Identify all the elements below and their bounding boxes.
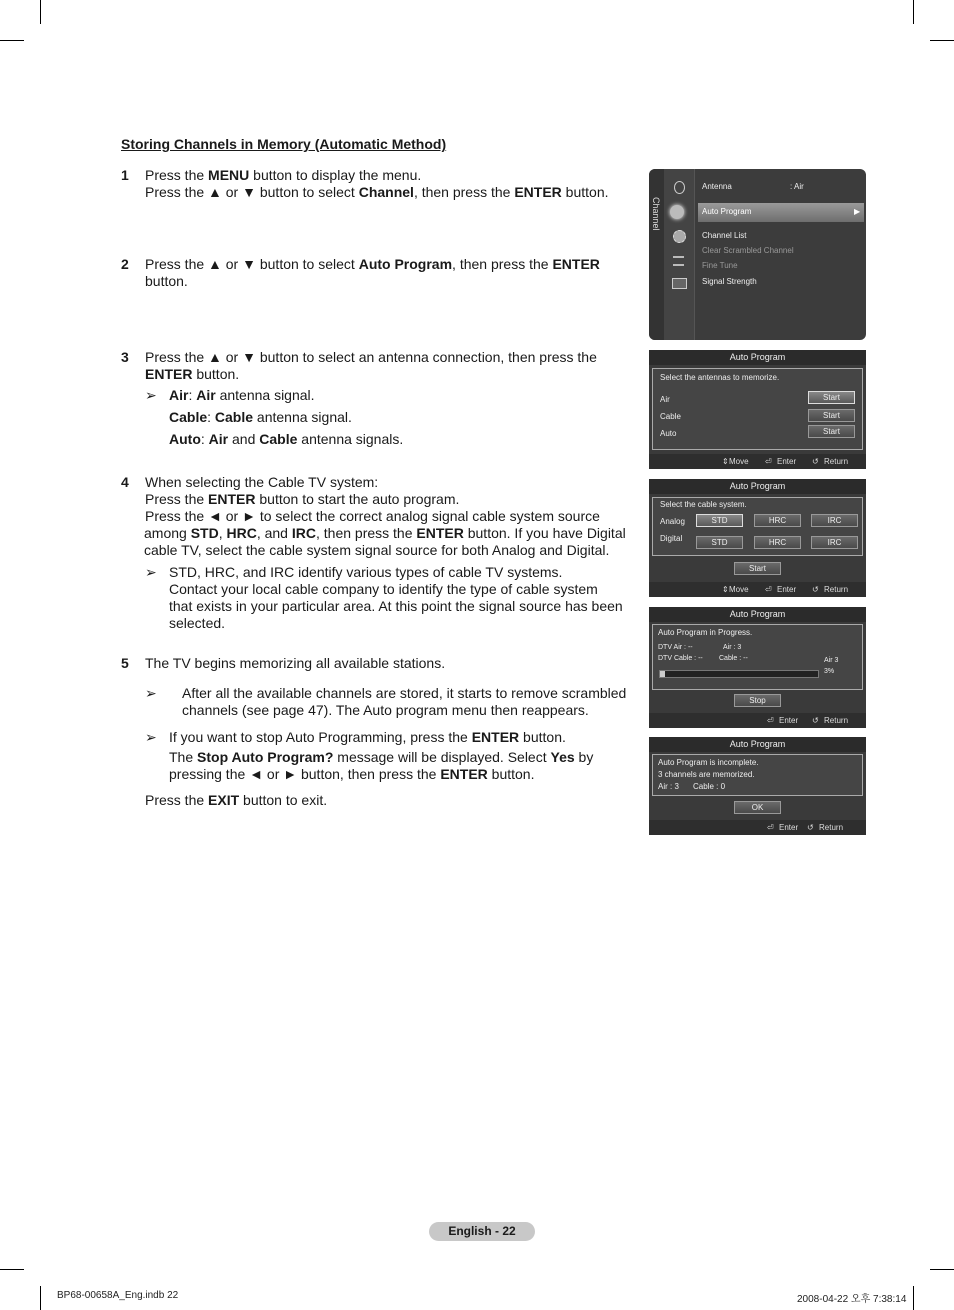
dtv-cable-count: DTV Cable : -- (658, 655, 703, 662)
step-4-line-5: cable TV, select the cable system signal source for both Analog and Digital. (144, 542, 610, 558)
row-label-cable: Cable (660, 412, 681, 421)
analog-irc-option[interactable]: IRC (811, 514, 858, 527)
move-icon: ⇕ (722, 585, 729, 594)
row-label-air: Air (660, 395, 670, 404)
footer-move: Move (729, 457, 749, 466)
footer-return: Return (824, 457, 849, 466)
analog-std-option[interactable]: STD (696, 514, 743, 527)
note-air: Air: Air antenna signal. (169, 387, 315, 403)
step-2-line-2: button. (145, 273, 188, 289)
step-2-line-1: Press the ▲ or ▼ button to select Auto Program, then press the ENTER (145, 256, 600, 272)
page-number-badge: English - 22 (429, 1222, 535, 1241)
menu-item-auto-program[interactable]: Auto Program (702, 207, 752, 216)
menu-item-antenna-value: : Air (790, 182, 804, 191)
note-stop-line-3: pressing the ◄ or ► button, then press the ENTER button. (169, 766, 535, 782)
cable-screen (649, 479, 866, 597)
note-arrow-icon: ➢ (145, 564, 157, 580)
step-4-line-1: When selecting the Cable TV system: (145, 474, 379, 490)
note-line: that exists in your particular area. At this point the signal source has been (169, 598, 623, 614)
footer-enter: Enter (779, 716, 799, 725)
row-label-auto: Auto (660, 429, 677, 438)
screen-panel (652, 497, 863, 556)
crop-mark (913, 0, 914, 24)
menu-side-bar (649, 169, 664, 340)
screen-panel (652, 754, 863, 796)
footer-return: Return (824, 585, 849, 594)
note-stop-line-1: If you want to stop Auto Programming, press the ENTER button. (169, 729, 566, 745)
screen-title: Auto Program (649, 350, 866, 365)
screen-footer (649, 820, 866, 835)
start-air-button[interactable]: Start (808, 391, 855, 404)
result-line-2: 3 channels are memorized. (658, 770, 755, 779)
air-count: Air : 3 (723, 644, 742, 651)
digital-hrc-option[interactable]: HRC (754, 536, 801, 549)
result-screen (649, 737, 866, 835)
crop-mark (40, 0, 41, 24)
section-title: Storing Channels in Memory (Automatic Method) (121, 136, 447, 152)
screen-panel (652, 624, 863, 690)
crop-mark (930, 40, 954, 41)
note-arrow-icon: ➢ (145, 729, 157, 745)
menu-icon-column (664, 169, 695, 340)
note-line: STD, HRC, and IRC identify various types of cable TV systems. (169, 564, 563, 580)
menu-item-antenna[interactable]: Antenna (702, 182, 732, 191)
progress-fill (660, 671, 665, 677)
picture-icon[interactable] (674, 181, 685, 194)
analog-hrc-option[interactable]: HRC (754, 514, 801, 527)
ok-button[interactable]: OK (734, 801, 781, 814)
imprint-date: 2008-04-22 오후 7:38:14 (797, 1294, 907, 1305)
result-line-1: Auto Program is incomplete. (658, 758, 759, 767)
screen-title: Auto Program (649, 479, 866, 494)
note-line: Contact your local cable company to identify the type of cable system (169, 581, 598, 597)
crop-mark (930, 1269, 954, 1270)
application-icon[interactable] (672, 278, 687, 289)
crop-mark (40, 1286, 41, 1310)
step-1-line-1: Press the MENU button to display the menu. (145, 167, 422, 183)
footer-enter: Enter (777, 585, 797, 594)
menu-item-clear-scrambled: Clear Scrambled Channel (702, 246, 794, 255)
step-5-line-1: The TV begins memorizing all available stations. (145, 655, 446, 671)
step-number: 5 (121, 655, 129, 671)
channel-menu-screen (649, 169, 866, 340)
note-stop-line-2: The Stop Auto Program? message will be displayed. Select Yes by (169, 749, 594, 765)
current-channel: Air 3 (824, 657, 839, 664)
crop-mark (913, 1286, 914, 1310)
start-cable-button[interactable]: Start (808, 409, 855, 422)
note-line: selected. (169, 615, 226, 631)
return-icon: ↺ (812, 457, 819, 466)
menu-side-label: Channel (651, 197, 661, 231)
crop-mark (0, 1269, 24, 1270)
return-icon: ↺ (812, 585, 819, 594)
result-cable: Cable : 0 (693, 782, 726, 791)
progress-percent: 3% (824, 668, 835, 675)
enter-icon: ⏎ (767, 716, 774, 725)
step-4-line-3: Press the ◄ or ► to select the correct analog signal cable system source (145, 508, 600, 524)
enter-icon: ⏎ (765, 457, 772, 466)
enter-icon: ⏎ (767, 823, 774, 832)
note-auto: Auto: Air and Cable antenna signals. (169, 431, 404, 447)
dtv-air-count: DTV Air : -- (658, 644, 693, 651)
cable-count: Cable : -- (719, 655, 748, 662)
row-label-digital: Digital (660, 534, 683, 543)
return-icon: ↺ (812, 716, 819, 725)
setup-gear-icon[interactable] (673, 230, 686, 243)
menu-item-channel-list[interactable]: Channel List (702, 231, 747, 240)
screen-panel (652, 368, 863, 450)
note-arrow-icon: ➢ (145, 387, 157, 403)
return-icon: ↺ (807, 823, 814, 832)
step-3-line-2: ENTER button. (145, 366, 240, 382)
stop-button[interactable]: Stop (734, 694, 781, 707)
footer-enter: Enter (779, 823, 799, 832)
screen-footer (649, 582, 866, 597)
crop-mark (0, 40, 24, 41)
note-line: After all the available channels are stored, it starts to remove scrambled (182, 685, 627, 701)
imprint-file: BP68-00658A_Eng.indb 22 (57, 1290, 179, 1301)
note-arrow-icon: ➢ (145, 685, 157, 701)
step-4-line-2: Press the ENTER button to start the auto program. (145, 491, 460, 507)
menu-item-signal-strength[interactable]: Signal Strength (702, 277, 757, 286)
digital-irc-option[interactable]: IRC (811, 536, 858, 549)
antenna-screen (649, 350, 866, 469)
note-cable: Cable: Cable antenna signal. (169, 409, 352, 425)
move-icon: ⇕ (722, 457, 729, 466)
step-1-line-2: Press the ▲ or ▼ button to select Channel, then press the ENTER button. (145, 184, 609, 200)
screen-title: Auto Program (649, 607, 866, 622)
start-button[interactable]: Start (734, 562, 781, 575)
row-label-analog: Analog (660, 517, 685, 526)
progress-screen (649, 607, 866, 728)
digital-std-option[interactable]: STD (696, 536, 743, 549)
note-line: channels (see page 47). The Auto program menu then reappears. (182, 702, 589, 718)
result-air: Air : 3 (658, 782, 679, 791)
footer-move: Move (729, 585, 749, 594)
screen-title: Auto Program (649, 737, 866, 752)
screen-prompt: Select the antennas to memorize. (660, 373, 780, 382)
progress-bar (659, 670, 819, 678)
footer-return: Return (824, 716, 849, 725)
footer-enter: Enter (777, 457, 797, 466)
footer-return: Return (819, 823, 844, 832)
input-icon[interactable] (673, 256, 684, 266)
step-number: 1 (121, 167, 129, 183)
step-number: 4 (121, 474, 129, 490)
start-auto-button[interactable]: Start (808, 425, 855, 438)
enter-icon: ⏎ (765, 585, 772, 594)
step-number: 3 (121, 349, 129, 365)
progress-status: Auto Program in Progress. (658, 628, 753, 637)
chevron-right-icon: ▶ (854, 207, 861, 216)
step-number: 2 (121, 256, 129, 272)
screen-footer (649, 713, 866, 728)
menu-item-fine-tune: Fine Tune (702, 261, 738, 270)
exit-line: Press the EXIT button to exit. (145, 792, 328, 808)
step-3-line-1: Press the ▲ or ▼ button to select an antenna connection, then press the (145, 349, 597, 365)
sound-icon[interactable] (670, 205, 684, 219)
screen-footer (649, 454, 866, 469)
screen-prompt: Select the cable system. (660, 500, 747, 509)
step-4-line-4: among STD, HRC, and IRC, then press the ENTER button. If you have Digital (144, 525, 626, 541)
